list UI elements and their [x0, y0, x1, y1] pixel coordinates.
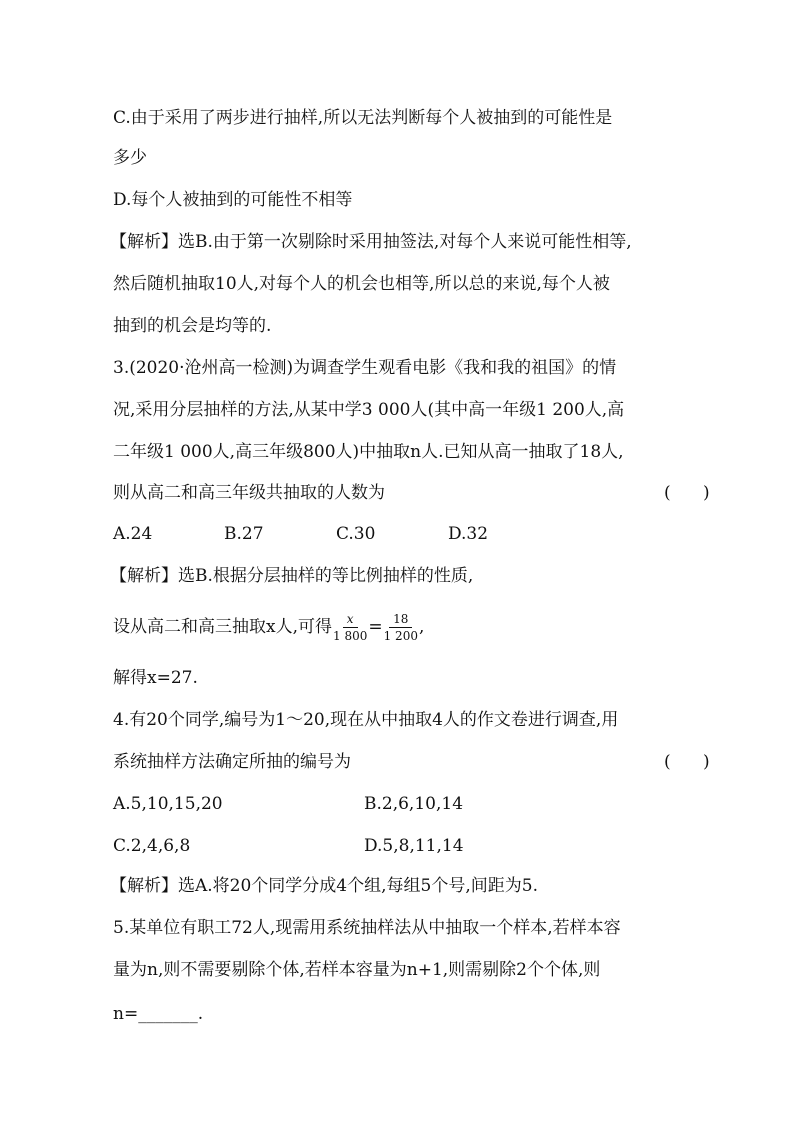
fraction-numerator: x — [343, 612, 358, 628]
q4-answer-paren: ( ) — [664, 752, 710, 772]
q4-analysis-text1: 选A.将20个同学分成4个组,每组5个号,间距为5. — [178, 876, 538, 896]
q2-analysis-line2: 然后随机抽取10人,对每个人的机会也相等,所以总的来说,每个人被 — [113, 274, 610, 294]
q4-option-b: B.2,6,10,14 — [364, 794, 464, 814]
fraction-denominator: 1 800 — [333, 629, 368, 643]
q4-stem-line2: 系统抽样方法确定所抽的编号为 — [113, 752, 351, 772]
q4-option-c: C.2,4,6,8 — [113, 836, 191, 856]
q5-stem-line1: 5.某单位有职工72人,现需用系统抽样法从中抽取一个样本,若样本容 — [113, 918, 621, 938]
q2-analysis-line1 — [110, 230, 632, 254]
q3-option-d: D.32 — [448, 524, 489, 544]
equals-sign: = — [368, 617, 383, 637]
q4-stem-line1: 4.有20个同学,编号为1～20,现在从中抽取4人的作文卷进行调查,用 — [113, 710, 619, 730]
q2-option-c-line2: 多少 — [113, 148, 147, 168]
q3-analysis-line1 — [110, 564, 473, 588]
q3-analysis-suffix: , — [418, 617, 425, 637]
q3-stem-line3: 二年级1 000人,高三年级800人)中抽取n人.已知从高一抽取了18人, — [113, 442, 624, 462]
q3-analysis-line2 — [113, 612, 424, 643]
q5-stem-line3: n=_______. — [113, 1004, 204, 1024]
fraction-x-over-1800 — [333, 612, 367, 643]
q2-option-d: D.每个人被抽到的可能性不相等 — [113, 190, 353, 210]
analysis-tag: 【解析】 — [110, 232, 178, 252]
q3-stem-line4: 则从高二和高三年级共抽取的人数为 — [113, 483, 385, 503]
q2-option-c-line1: C.由于采用了两步进行抽样,所以无法判断每个人被抽到的可能性是 — [113, 108, 613, 128]
q4-option-a: A.5,10,15,20 — [113, 794, 223, 814]
q3-answer-paren: ( ) — [664, 483, 710, 503]
q3-option-b: B.27 — [224, 524, 264, 544]
q3-analysis-text1: 选B.根据分层抽样的等比例抽样的性质, — [178, 566, 474, 586]
q3-analysis-line3: 解得x=27. — [113, 668, 198, 688]
fraction-numerator: 18 — [389, 612, 412, 628]
q3-option-c: C.30 — [336, 524, 376, 544]
q2-analysis-text1: 选B.由于第一次剔除时采用抽签法,对每个人来说可能性相等, — [178, 232, 632, 252]
q3-option-a: A.24 — [113, 524, 153, 544]
q3-analysis-prefix: 设从高二和高三抽取x人,可得 — [113, 617, 332, 637]
fraction-denominator: 1 200 — [383, 629, 418, 643]
q3-stem-line2: 况,采用分层抽样的方法,从某中学3 000人(其中高一年级1 200人,高 — [113, 400, 625, 420]
q2-analysis-line3: 抽到的机会是均等的. — [113, 316, 272, 336]
q3-stem-line1: 3.(2020·沧州高一检测)为调查学生观看电影《我和我的祖国》的情 — [113, 358, 617, 378]
analysis-tag: 【解析】 — [110, 566, 178, 586]
q4-analysis-line1 — [110, 874, 538, 898]
q4-option-d: D.5,8,11,14 — [364, 836, 464, 856]
analysis-tag: 【解析】 — [110, 876, 178, 896]
q5-stem-line2: 量为n,则不需要剔除个体,若样本容量为n+1,则需剔除2个个体,则 — [113, 960, 601, 980]
fraction-18-over-1200 — [384, 612, 418, 643]
